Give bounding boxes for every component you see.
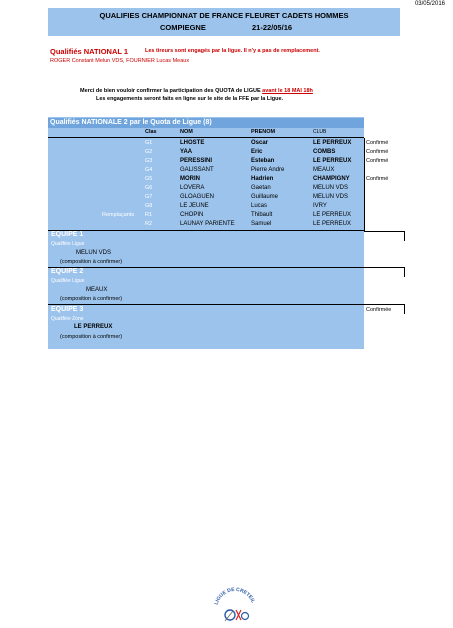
row-prenom: Pierre Andre xyxy=(251,167,285,173)
table-row xyxy=(0,140,453,149)
engagement-message: Les engagements seront faits en ligne sur le site de la FFE par la Ligue. xyxy=(96,96,284,102)
row-club: LE PERREUX xyxy=(313,212,352,218)
table-row xyxy=(0,194,453,203)
equipe3-title: EQUIPE 3 xyxy=(51,306,84,313)
row-nom: GLOAGUEN xyxy=(180,194,215,200)
equipe3-sub: Qualifiée Zone xyxy=(51,316,84,322)
row-nom: LE JEUNE xyxy=(180,203,209,209)
equipe1-title: EQUIPE 1 xyxy=(51,231,84,238)
equipe1-sub: Qualifiée Ligue xyxy=(51,241,85,247)
row-status: Confirmé xyxy=(366,140,389,146)
ligue-logo xyxy=(211,585,259,625)
header-club: CLUB xyxy=(313,129,327,135)
row-prenom: Hadrien xyxy=(251,176,274,182)
equipe2-sub: Qualifiée Ligue xyxy=(51,278,85,284)
remplacants-label: Remplaçants xyxy=(102,212,135,218)
national1-note: Les tireurs sont engagés par la ligue. Il n'y a pas de remplacement. xyxy=(145,48,320,54)
row-club: LE PERREUX xyxy=(313,140,352,146)
row-prenom: Esteban xyxy=(251,158,275,164)
row-status: Confirmé xyxy=(366,149,389,155)
row-nom: YAA xyxy=(180,149,193,155)
document-date: 03/05/2016 xyxy=(414,1,445,7)
header-nom: NOM xyxy=(180,129,193,135)
row-clas: G8 xyxy=(145,203,153,209)
row-clas: G6 xyxy=(145,185,153,191)
table-bottom-border xyxy=(48,230,364,231)
row-prenom: Lucas xyxy=(251,203,268,209)
row-status: Confirmé xyxy=(366,176,389,182)
row-nom: CHOPIN xyxy=(180,212,204,218)
table-row-remplacant xyxy=(0,221,453,230)
row-nom: LHOSTE xyxy=(180,140,205,146)
row-prenom: Eric xyxy=(251,149,263,155)
row-prenom: Samuel xyxy=(251,221,272,227)
table-row xyxy=(0,149,453,158)
row-clas: G7 xyxy=(145,194,153,200)
equipe3-composition: (composition à confirmer) xyxy=(60,334,123,340)
row-clas: G5 xyxy=(145,176,153,182)
deadline-text: avant le 18 MAI 18h xyxy=(262,88,313,94)
row-clas: G4 xyxy=(145,167,153,173)
header-prenom: PRENOM xyxy=(251,129,276,135)
row-clas: G3 xyxy=(145,158,153,164)
table-row xyxy=(0,203,453,212)
row-status: Confirmé xyxy=(366,158,389,164)
national1-heading: Qualifiés NATIONAL 1 xyxy=(50,47,129,56)
table-row-remplacant xyxy=(0,212,453,221)
row-prenom: Oscar xyxy=(251,140,269,146)
logo-text: LIGUE DE CRETEIL xyxy=(213,586,256,606)
row-clas: G1 xyxy=(145,140,153,146)
row-clas: R1 xyxy=(145,212,153,218)
row-club: LE PERREUX xyxy=(313,158,352,164)
table-row xyxy=(0,167,453,176)
row-clas: R2 xyxy=(145,221,153,227)
title-city: COMPIEGNE xyxy=(160,23,206,32)
row-prenom: Gaetan xyxy=(251,185,271,191)
equipe2-title: EQUIPE 2 xyxy=(51,268,84,275)
equipe2-club: MEAUX xyxy=(86,287,108,293)
equipe2-line xyxy=(48,267,404,268)
row-prenom: Guillaume xyxy=(251,194,279,200)
table-right-border xyxy=(364,138,365,231)
equipe3-tick xyxy=(404,304,405,314)
row-club: COMBS xyxy=(313,149,336,155)
national2-title: Qualifiés NATIONALE 2 par le Quota de Ligue (8) xyxy=(50,119,212,126)
national1-names: ROGER Constant Melun VDS, FOURNIER Lucas Meaux xyxy=(50,58,190,64)
equipe2-composition: (composition à confirmer) xyxy=(60,296,123,302)
row-nom: LAUNAY PARIENTE xyxy=(180,221,235,227)
header-clas: Clas xyxy=(145,129,157,135)
equipe1-composition: (composition à confirmer) xyxy=(60,259,123,265)
confirmation-message xyxy=(80,88,313,94)
equipe3-line xyxy=(48,304,404,305)
header-divider xyxy=(48,137,364,138)
row-clas: G2 xyxy=(145,149,153,155)
equipe1-club: MELUN VDS xyxy=(76,250,112,256)
row-nom: GALISSANT xyxy=(180,167,214,173)
title-dates: 21-22/05/16 xyxy=(252,23,293,32)
equipe1-tick xyxy=(404,231,405,241)
row-club: CHAMPIGNY xyxy=(313,176,350,182)
equipe2-tick xyxy=(404,267,405,277)
page-title: QUALIFIES CHAMPIONNAT DE FRANCE FLEURET CADETS HOMMES xyxy=(99,11,349,20)
row-club: MEAUX xyxy=(313,167,335,173)
confirmation-message-text: Merci de bien vouloir confirmer la participation des QUOTA de LIGUE xyxy=(80,88,261,94)
row-club: LE PERREUX xyxy=(313,221,352,227)
table-row xyxy=(0,158,453,167)
row-prenom: Thibault xyxy=(251,212,273,218)
row-club: MELUN VDS xyxy=(313,185,349,191)
equipe3-club: LE PERREUX xyxy=(74,324,113,330)
row-club: MELUN VDS xyxy=(313,194,349,200)
table-row xyxy=(0,176,453,185)
table-row xyxy=(0,185,453,194)
row-club: IVRY xyxy=(313,203,327,209)
row-nom: PERESSINI xyxy=(180,158,213,164)
equipe1-line xyxy=(364,231,404,232)
row-nom: MORIN xyxy=(180,176,200,182)
equipe3-status: Confirmée xyxy=(366,307,392,313)
row-nom: LOVERA xyxy=(180,185,205,191)
ligue-logo-icon xyxy=(211,585,259,625)
